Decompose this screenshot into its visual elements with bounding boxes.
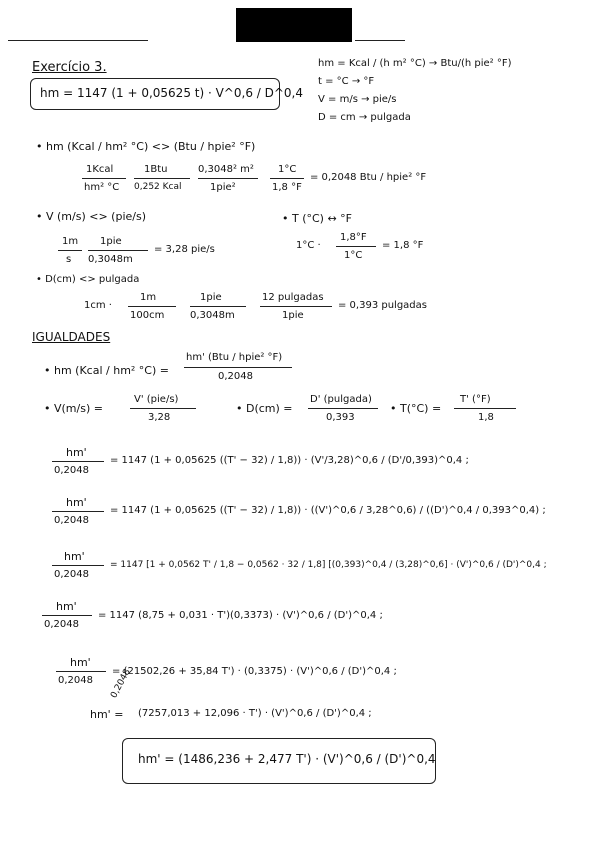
ig-d-lhs: • D(cm) = bbox=[236, 402, 293, 415]
ig-v-bar bbox=[130, 408, 196, 409]
conv-hm-f1-bar bbox=[82, 178, 126, 179]
ig-t-num: T' (°F) bbox=[460, 394, 491, 405]
ig-v-den: 3,28 bbox=[148, 412, 171, 423]
conv-d-f2-bar bbox=[190, 306, 246, 307]
conv-hm-f1-num: 1Kcal bbox=[86, 164, 114, 175]
conv-d-lhs: 1cm · bbox=[84, 300, 112, 311]
conv-t-header: • T (°C) ↔ °F bbox=[282, 212, 353, 225]
eq3-lhs-den: 0,2048 bbox=[54, 569, 89, 580]
conv-d-f3-num: 12 pulgadas bbox=[262, 292, 324, 303]
ig-hm-bar bbox=[184, 367, 292, 368]
eq4-lhs-num: hm' bbox=[56, 600, 77, 613]
conv-d-f3-bar bbox=[260, 306, 332, 307]
conv-t-den: 1°C bbox=[344, 250, 363, 261]
ig-d-den: 0,393 bbox=[326, 412, 355, 423]
eq4-lhs-bar bbox=[42, 615, 92, 616]
conv-hm-f3-bar bbox=[198, 178, 258, 179]
unit-line-v: V = m/s → pie/s bbox=[318, 94, 397, 105]
eq2-lhs-den: 0,2048 bbox=[54, 515, 89, 526]
ig-t-den: 1,8 bbox=[478, 412, 494, 423]
conv-hm-f2-num: 1Btu bbox=[144, 164, 168, 175]
conv-v-f2-den: 0,3048m bbox=[88, 254, 133, 265]
conv-hm-f3-num: 0,3048² m² bbox=[198, 164, 254, 175]
ig-d-bar bbox=[308, 408, 378, 409]
eq4-rhs: = 1147 (8,75 + 0,031 · T')(0,3373) · (V')^0,6 / (D')^0,4 ; bbox=[98, 610, 383, 621]
main-equation: hm = 1147 (1 + 0,05625 t) · V^0,6 / D^0,4 bbox=[40, 86, 303, 100]
header-rule-right bbox=[355, 40, 405, 41]
redacted-header-block bbox=[236, 8, 352, 42]
conv-t-num: 1,8°F bbox=[340, 232, 367, 243]
conv-hm-f1-den: hm² °C bbox=[84, 182, 120, 193]
conv-d-f1-num: 1m bbox=[140, 292, 157, 303]
conv-hm-f2-den: 0,252 Kcal bbox=[134, 182, 182, 192]
conv-hm-f2-bar bbox=[134, 178, 190, 179]
conv-d-f2-den: 0,3048m bbox=[190, 310, 235, 321]
conv-v-f1-den: s bbox=[66, 254, 72, 265]
eq5-rhs: = (21502,26 + 35,84 T') · (0,3375) · (V')^0,6 / (D')^0,4 ; bbox=[112, 666, 397, 677]
eq3-lhs-bar bbox=[52, 565, 104, 566]
ig-d-num: D' (pulgada) bbox=[310, 394, 372, 405]
ig-t-bar bbox=[454, 408, 516, 409]
eq1-lhs-bar bbox=[52, 461, 104, 462]
conv-hm-f4-num: 1°C bbox=[278, 164, 297, 175]
final-result: hm' = (1486,236 + 2,477 T') · (V')^0,6 / (D')^0,4 bbox=[138, 752, 436, 766]
conv-v-f1-bar bbox=[58, 250, 82, 251]
eq5-lhs-bar bbox=[56, 671, 106, 672]
conv-t-result: = 1,8 °F bbox=[382, 240, 424, 251]
conv-d-f3-den: 1pie bbox=[282, 310, 304, 321]
conv-v-f1-num: 1m bbox=[62, 236, 79, 247]
ig-t-lhs: • T(°C) = bbox=[390, 402, 442, 415]
ig-hm-lhs: • hm (Kcal / hm² °C) = bbox=[44, 364, 169, 377]
eq4-lhs-den: 0,2048 bbox=[44, 619, 79, 630]
eq6-lhs: hm' = bbox=[90, 708, 124, 721]
unit-line-hm: hm = Kcal / (h m² °C) → Btu/(h pie² °F) bbox=[318, 58, 512, 69]
ig-v-lhs: • V(m/s) = bbox=[44, 402, 103, 415]
eq2-rhs: = 1147 (1 + 0,05625 ((T' − 32) / 1,8)) · ((V')^0,6 / 3,28^0,6) / ((D')^0,4 / 0,393^0,4) ; bbox=[110, 505, 546, 516]
conv-v-f2-num: 1pie bbox=[100, 236, 122, 247]
unit-line-d: D = cm → pulgada bbox=[318, 112, 411, 123]
eq3-rhs: = 1147 [1 + 0,0562 T' / 1,8 − 0,0562 · 32 / 1,8] [(0,393)^0,4 / (3,28)^0,6] · (V')^0,6 / (D')^0,4 ; bbox=[110, 560, 547, 570]
eq1-lhs-num: hm' bbox=[66, 446, 87, 459]
eq6-rhs: (7257,013 + 12,096 · T') · (V')^0,6 / (D')^0,4 ; bbox=[138, 708, 372, 719]
eq6-factor-note: 0,2048 bbox=[109, 667, 133, 700]
eq5-lhs-den: 0,2048 bbox=[58, 675, 93, 686]
header-rule-left bbox=[8, 40, 148, 41]
ig-hm-num: hm' (Btu / hpie² °F) bbox=[186, 352, 283, 363]
eq5-lhs-num: hm' bbox=[70, 656, 91, 669]
conv-hm-header: • hm (Kcal / hm² °C) <> (Btu / hpie² °F) bbox=[36, 140, 256, 153]
eq1-rhs: = 1147 (1 + 0,05625 ((T' − 32) / 1,8)) · (V'/3,28)^0,6 / (D'/0,393)^0,4 ; bbox=[110, 455, 469, 466]
conv-hm-f4-bar bbox=[270, 178, 304, 179]
eq2-lhs-bar bbox=[52, 511, 104, 512]
conv-hm-f4-den: 1,8 °F bbox=[272, 182, 302, 193]
eq2-lhs-num: hm' bbox=[66, 496, 87, 509]
conv-d-f1-bar bbox=[128, 306, 176, 307]
eq3-lhs-num: hm' bbox=[64, 550, 85, 563]
unit-line-t: t = °C → °F bbox=[318, 76, 375, 87]
exercise-title: Exercício 3. bbox=[32, 60, 107, 75]
conv-t-bar bbox=[336, 246, 376, 247]
conv-v-result: = 3,28 pie/s bbox=[154, 244, 215, 255]
eq1-lhs-den: 0,2048 bbox=[54, 465, 89, 476]
conv-d-result: = 0,393 pulgadas bbox=[338, 300, 427, 311]
igualdades-heading: IGUALDADES bbox=[32, 330, 111, 344]
conv-v-f2-bar bbox=[88, 250, 148, 251]
ig-v-num: V' (pie/s) bbox=[134, 394, 179, 405]
conv-hm-result: = 0,2048 Btu / hpie² °F bbox=[310, 172, 427, 183]
ig-hm-den: 0,2048 bbox=[218, 371, 253, 382]
conv-d-header: • D(cm) <> pulgada bbox=[36, 274, 140, 285]
conv-hm-f3-den: 1pie² bbox=[210, 182, 236, 193]
conv-v-header: • V (m/s) <> (pie/s) bbox=[36, 210, 146, 223]
conv-t-lhs: 1°C · bbox=[296, 240, 321, 251]
conv-d-f1-den: 100cm bbox=[130, 310, 165, 321]
conv-d-f2-num: 1pie bbox=[200, 292, 222, 303]
